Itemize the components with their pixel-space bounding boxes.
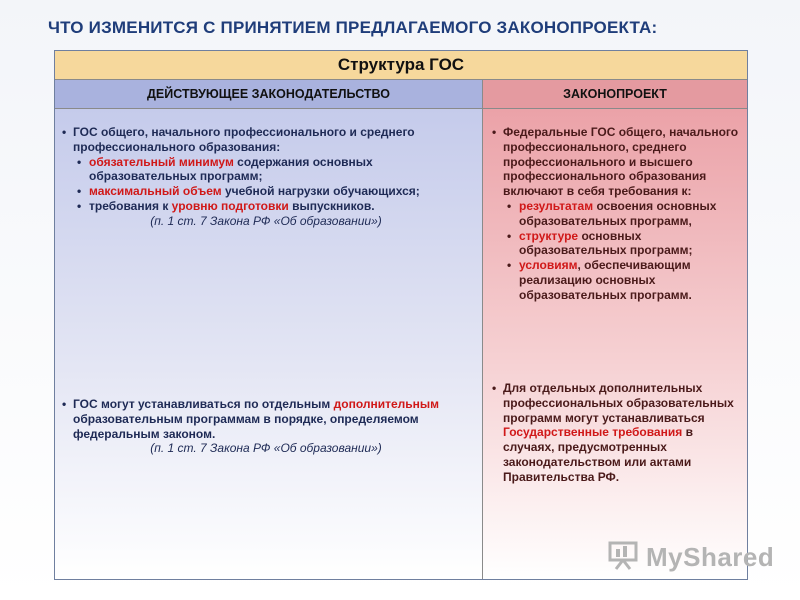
list-item: • условиям, обеспечивающим реализацию основных образовательных программ. — [507, 258, 692, 302]
bill-heading: ЗАКОНОПРОЕКТ — [483, 80, 747, 109]
current-law-block-1 — [59, 125, 473, 229]
bill-block-2 — [489, 381, 739, 485]
list-item: • результатам освоения основных образовательных программ, — [507, 198, 717, 228]
structure-header: Структура ГОС — [55, 51, 747, 80]
list-item: • требования к уровню подготовки выпускников. — [77, 198, 375, 213]
list-item: • ГОС могут устанавливаться по отдельным дополнительным образовательным программам в порядке, определяемом федеральным законом. — [62, 397, 440, 441]
comparison-table — [54, 50, 748, 580]
watermark — [606, 538, 775, 574]
current-law-column — [55, 109, 483, 579]
list-item: • Для отдельных дополнительных профессиональных образовательных программ могут устанавливаться Государственные требования в случаях, предусмотренных законодательством или актами Правительства РФ. — [492, 381, 734, 484]
watermark-text: MyShared — [646, 542, 775, 572]
list-item: • структуре основных образовательных программ; — [507, 228, 693, 258]
current-law-block-2 — [59, 397, 473, 456]
slide-title: ЧТО ИЗМЕНИТСЯ С ПРИНЯТИЕМ ПРЕДЛАГАЕМОГО ЗАКОНОПРОЕКТА: — [48, 18, 658, 37]
list-item: • Федеральные ГОС общего, начального профессионального, среднего профессионального и высшего профессионального образования включают в себя требования к: — [492, 125, 739, 199]
list-item: • максимальный объем учебной нагрузки обучающихся; — [77, 184, 420, 199]
current-law-heading: ДЕЙСТВУЮЩЕЕ ЗАКОНОДАТЕЛЬСТВО — [55, 80, 483, 109]
list-item: • обязательный минимум содержания основных образовательных программ; — [77, 154, 373, 184]
law-reference: (п. 1 ст. 7 Закона РФ «Об образовании») — [150, 441, 382, 456]
list-item: • ГОС общего, начального профессионального и среднего профессионального образования: — [62, 125, 415, 154]
presentation-board-icon — [606, 540, 640, 570]
bill-block-1 — [489, 125, 739, 303]
bill-column — [483, 109, 747, 579]
law-reference: (п. 1 ст. 7 Закона РФ «Об образовании») — [150, 213, 382, 228]
